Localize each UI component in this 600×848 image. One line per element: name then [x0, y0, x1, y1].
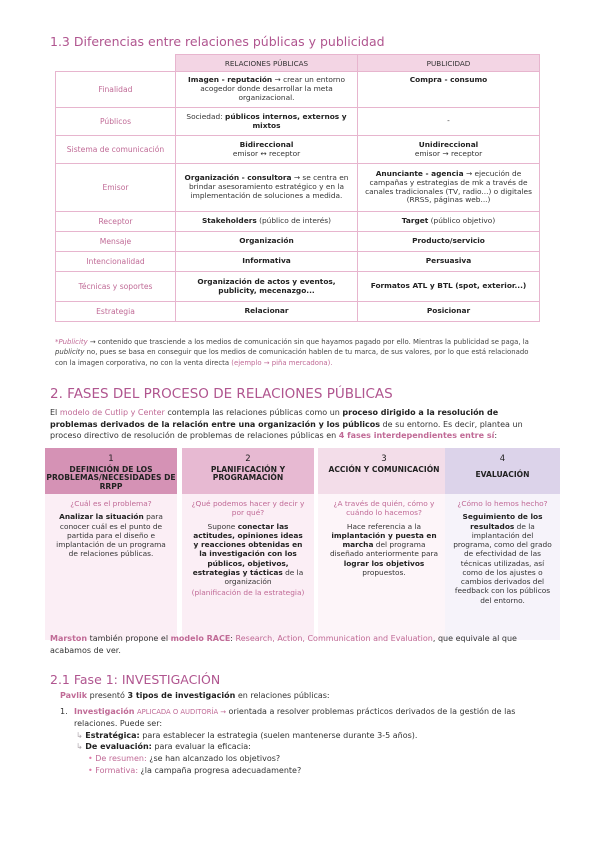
list-item-label: Investigación — [74, 707, 135, 716]
phase-extra: (planificación de la estrategia) — [191, 588, 305, 598]
phase-card-3 — [318, 448, 450, 640]
cell-text: emisor → receptor — [414, 148, 483, 158]
cell-bold: públicos internos, externos y mixtos — [225, 111, 347, 130]
list-subitem — [60, 730, 540, 742]
marston-name: Marston — [50, 634, 88, 643]
row-label: Receptor — [56, 212, 176, 232]
phase-card-4 — [445, 448, 560, 640]
phase-question: ¿Cuál es el problema? — [70, 499, 152, 508]
marston-paragraph — [50, 633, 545, 656]
phase-number: 1 — [108, 454, 114, 464]
section-heading-2-1: 2.1 Fase 1: INVESTIGACIÓN — [50, 672, 221, 687]
phase-body — [45, 494, 177, 559]
pavlik-text: presentó — [87, 691, 128, 700]
row-label: Técnicas y soportes — [56, 272, 176, 302]
cell-publicidad — [358, 302, 540, 322]
phase-body — [182, 494, 314, 598]
phase-question: ¿A través de quién, cómo y cuándo lo hacemos? — [333, 499, 435, 518]
row-label: Públicos — [56, 108, 176, 136]
return-arrow-icon: ↳ — [76, 742, 83, 752]
section-heading-1-3: 1.3 Diferencias entre relaciones públicas y publicidad — [50, 34, 385, 49]
cell-text: → crear un entorno acogedor donde desarrollar la meta organizacional. — [200, 75, 345, 102]
pavlik-bold: 3 tipos de investigación — [127, 691, 236, 700]
cell-text: (público objetivo) — [428, 216, 496, 226]
cell-rp — [176, 272, 358, 302]
cell-bold: Formatos ATL y BTL (spot, exterior...) — [370, 281, 527, 291]
table-row — [56, 164, 540, 212]
phase-header — [182, 448, 314, 494]
phase-body-text: de la organización — [224, 567, 304, 586]
marston-text: : — [230, 634, 236, 643]
bullet-icon: • — [88, 766, 93, 776]
phase-title: PLANIFICACIÓN Y PROGRAMACIÓN — [210, 464, 286, 483]
comparison-table — [55, 54, 540, 322]
cell-bold: Unidireccional — [418, 139, 479, 149]
cell-bold: Informativa — [242, 256, 291, 266]
phase-header — [45, 448, 177, 494]
cell-text: Sociedad: — [186, 111, 226, 121]
note-example: (ejemplo → piña mercadona). — [231, 358, 333, 367]
intro-text: de su entorno. Es decir, plantea un proceso directivo de resolución de problemas de relaciones públicas en — [50, 419, 523, 441]
phase-body-bold: conectar las actitudes, opiniones ideas y reacciones obtenidas en la investigación con los públicos, objetivos, estrategias y tácticas — [192, 521, 303, 577]
intro-text: El — [50, 408, 60, 417]
cell-text: emisor ↔ receptor — [232, 148, 301, 158]
subitem-text: para establecer la estrategia (suelen mantenerse durante 3-5 años). — [139, 730, 418, 740]
list-bullet — [60, 765, 540, 777]
subitem-bold: De evaluación: — [85, 742, 152, 752]
table-header-row — [56, 55, 540, 72]
list-bullet — [60, 753, 540, 765]
cell-publicidad — [358, 272, 540, 302]
intro-phases-count: 4 fases interdependientes entre sí — [338, 431, 495, 441]
cell-publicidad — [358, 212, 540, 232]
phase-question: ¿Cómo lo hemos hecho? — [457, 499, 548, 508]
cell-bold: Anunciante - agencia — [375, 168, 464, 178]
row-label: Mensaje — [56, 232, 176, 252]
cell-bold: Bidireccional — [239, 139, 294, 149]
section-heading-2: 2. FASES DEL PROCESO DE RELACIONES PÚBLICAS — [50, 386, 393, 402]
phase-body-text: de la implantación del programa, como del grado de efectividad de las técnicas utilizadas, así como de los ajustes o cambios derivados del feedback con los públicos del entorno. — [453, 521, 552, 605]
phase-title: EVALUACIÓN — [475, 469, 530, 479]
section-2-intro — [50, 407, 542, 442]
phase-title: DEFINICIÓN DE LOS PROBLEMAS/NECESIDADES DE RRPP — [46, 464, 176, 492]
cell-publicidad — [358, 232, 540, 252]
table-row — [56, 72, 540, 108]
table-row — [56, 136, 540, 164]
marston-text: también propone el — [87, 634, 171, 643]
cell-bold: Posicionar — [426, 306, 471, 316]
return-arrow-icon: ↳ — [76, 730, 83, 740]
cell-text: - — [447, 116, 450, 126]
table-row — [56, 212, 540, 232]
phase-number: 3 — [381, 454, 387, 464]
column-header-rp: RELACIONES PÚBLICAS — [176, 55, 358, 72]
cell-bold: Target — [401, 216, 429, 226]
cell-bold: Organización - consultora — [184, 173, 292, 183]
row-label: Estrategia — [56, 302, 176, 322]
cell-bold: Imagen - reputación — [188, 75, 273, 85]
cell-rp — [176, 252, 358, 272]
phase-card-1 — [45, 448, 177, 640]
row-label: Finalidad — [56, 72, 176, 108]
phase-card-2 — [182, 448, 314, 640]
cell-bold: Organización — [239, 236, 294, 246]
cell-bold: Relacionar — [244, 306, 289, 316]
note-text-2: no, pues se basa en conseguir que los medios de comunicación hablen de tu marca, de sus valores, por lo que está relacionado con la imagen corporativa, no con la venta directa — [55, 348, 529, 367]
marston-model: modelo RACE — [170, 634, 231, 643]
marston-text: , que equivale al que acabamos de ver. — [50, 634, 517, 655]
cell-bold: Stakeholders — [201, 216, 257, 226]
phase-body-text: Supone — [207, 521, 238, 531]
note-term: *Publicity — [55, 338, 88, 346]
phase-body-bold: lograr los objetivos — [343, 558, 425, 568]
subitem-text: para evaluar la eficacia: — [151, 742, 251, 752]
cell-bold: Persuasiva — [425, 256, 472, 266]
research-types-list — [60, 706, 540, 777]
intro-model: modelo de Cutlip y Center — [59, 408, 165, 417]
cell-rp — [176, 232, 358, 252]
cell-rp — [176, 164, 358, 212]
phase-body-text: Hace referencia a la — [346, 521, 422, 531]
cell-rp — [176, 302, 358, 322]
table-row — [56, 232, 540, 252]
phase-body-text: para conocer cuál es el punto de partida para el diseño e implantación de un programa de relaciones públicas. — [56, 512, 166, 559]
intro-text: : — [494, 431, 498, 441]
cell-rp — [176, 72, 358, 108]
row-label: Sistema de comunicación — [56, 136, 176, 164]
cell-publicidad — [358, 252, 540, 272]
cell-rp — [176, 212, 358, 232]
cell-publicidad — [358, 72, 540, 108]
phase-body-bold: Seguimiento de los resultados — [462, 512, 543, 531]
list-item — [60, 706, 540, 730]
phase-header — [318, 448, 450, 494]
phase-body — [445, 494, 560, 605]
cell-bold: Compra - consumo — [409, 75, 488, 84]
pavlik-paragraph — [60, 691, 330, 700]
bullet-icon: • — [88, 754, 93, 764]
phase-header — [445, 448, 560, 494]
cell-bold: Organización de actos y eventos, publicity, mecenazgo... — [197, 276, 336, 295]
note-term-2: publicity — [55, 348, 85, 357]
cell-text: (público de interés) — [256, 216, 332, 226]
subitem-bold: Estratégica: — [85, 730, 140, 740]
list-subitem — [60, 741, 540, 753]
cell-text: → se centra en brindar asesoramiento estratégico y en la implementación de soluciones a medida. — [188, 173, 349, 200]
race-model: Research, Action, Communication and Evaluation — [235, 634, 433, 643]
phase-body-bold: implantación y puesta en marcha — [331, 530, 437, 549]
intro-text: contempla las relaciones públicas como un — [164, 408, 343, 417]
table-corner — [56, 55, 176, 72]
bullet-text: ¿se han alcanzado los objetivos? — [146, 754, 281, 764]
note-text: → contenido que trasciende a los medios de comunicación sin que hayamos pagado por ello. Mientras la publicidad se paga, la — [87, 338, 529, 346]
table-row — [56, 302, 540, 322]
cell-publicidad — [358, 108, 540, 136]
phase-body-bold: Analizar la situación — [59, 512, 144, 522]
cell-rp — [176, 108, 358, 136]
intro-bold: proceso dirigido a la resolución de problemas derivados de la relación entre una organización y los públicos — [50, 408, 499, 429]
phase-body-text: del programa diseñado anteriormente para — [329, 540, 439, 559]
table-row — [56, 252, 540, 272]
list-item-sublabel: APLICADA O AUDITORÍA → — [137, 708, 226, 716]
row-label: Intencionalidad — [56, 252, 176, 272]
phase-body — [318, 494, 450, 577]
cell-bold: Producto/servicio — [412, 236, 485, 246]
cell-text: → ejecución de campañas y estrategias de mk a través de canales tradicionales (TV, radio...) o digitales (RRSS, páginas web...) — [365, 168, 532, 205]
phase-number: 2 — [245, 454, 251, 464]
bullet-label: De resumen: — [95, 754, 147, 764]
bullet-label: Formativa: — [95, 766, 139, 776]
phase-title: ACCIÓN Y COMUNICACIÓN — [328, 464, 440, 474]
phase-body-text: propuestos. — [362, 567, 406, 577]
row-label: Emisor — [56, 164, 176, 212]
table-row — [56, 108, 540, 136]
list-number: 1. — [60, 707, 68, 716]
pavlik-name: Pavlik — [60, 691, 88, 700]
list-item-text: orientada a resolver problemas prácticos derivados de la gestión de las relaciones. Puede ser: — [74, 707, 516, 728]
column-header-publicidad: PUBLICIDAD — [358, 55, 540, 72]
cell-publicidad — [358, 136, 540, 164]
bullet-text: ¿la campaña progresa adecuadamente? — [138, 766, 302, 776]
phase-number: 4 — [499, 454, 506, 464]
phase-question: ¿Qué podemos hacer y decir y por qué? — [191, 499, 305, 518]
cell-rp — [176, 136, 358, 164]
publicity-note — [55, 337, 540, 368]
pavlik-text: en relaciones públicas: — [235, 691, 330, 700]
cell-publicidad — [358, 164, 540, 212]
table-row — [56, 272, 540, 302]
